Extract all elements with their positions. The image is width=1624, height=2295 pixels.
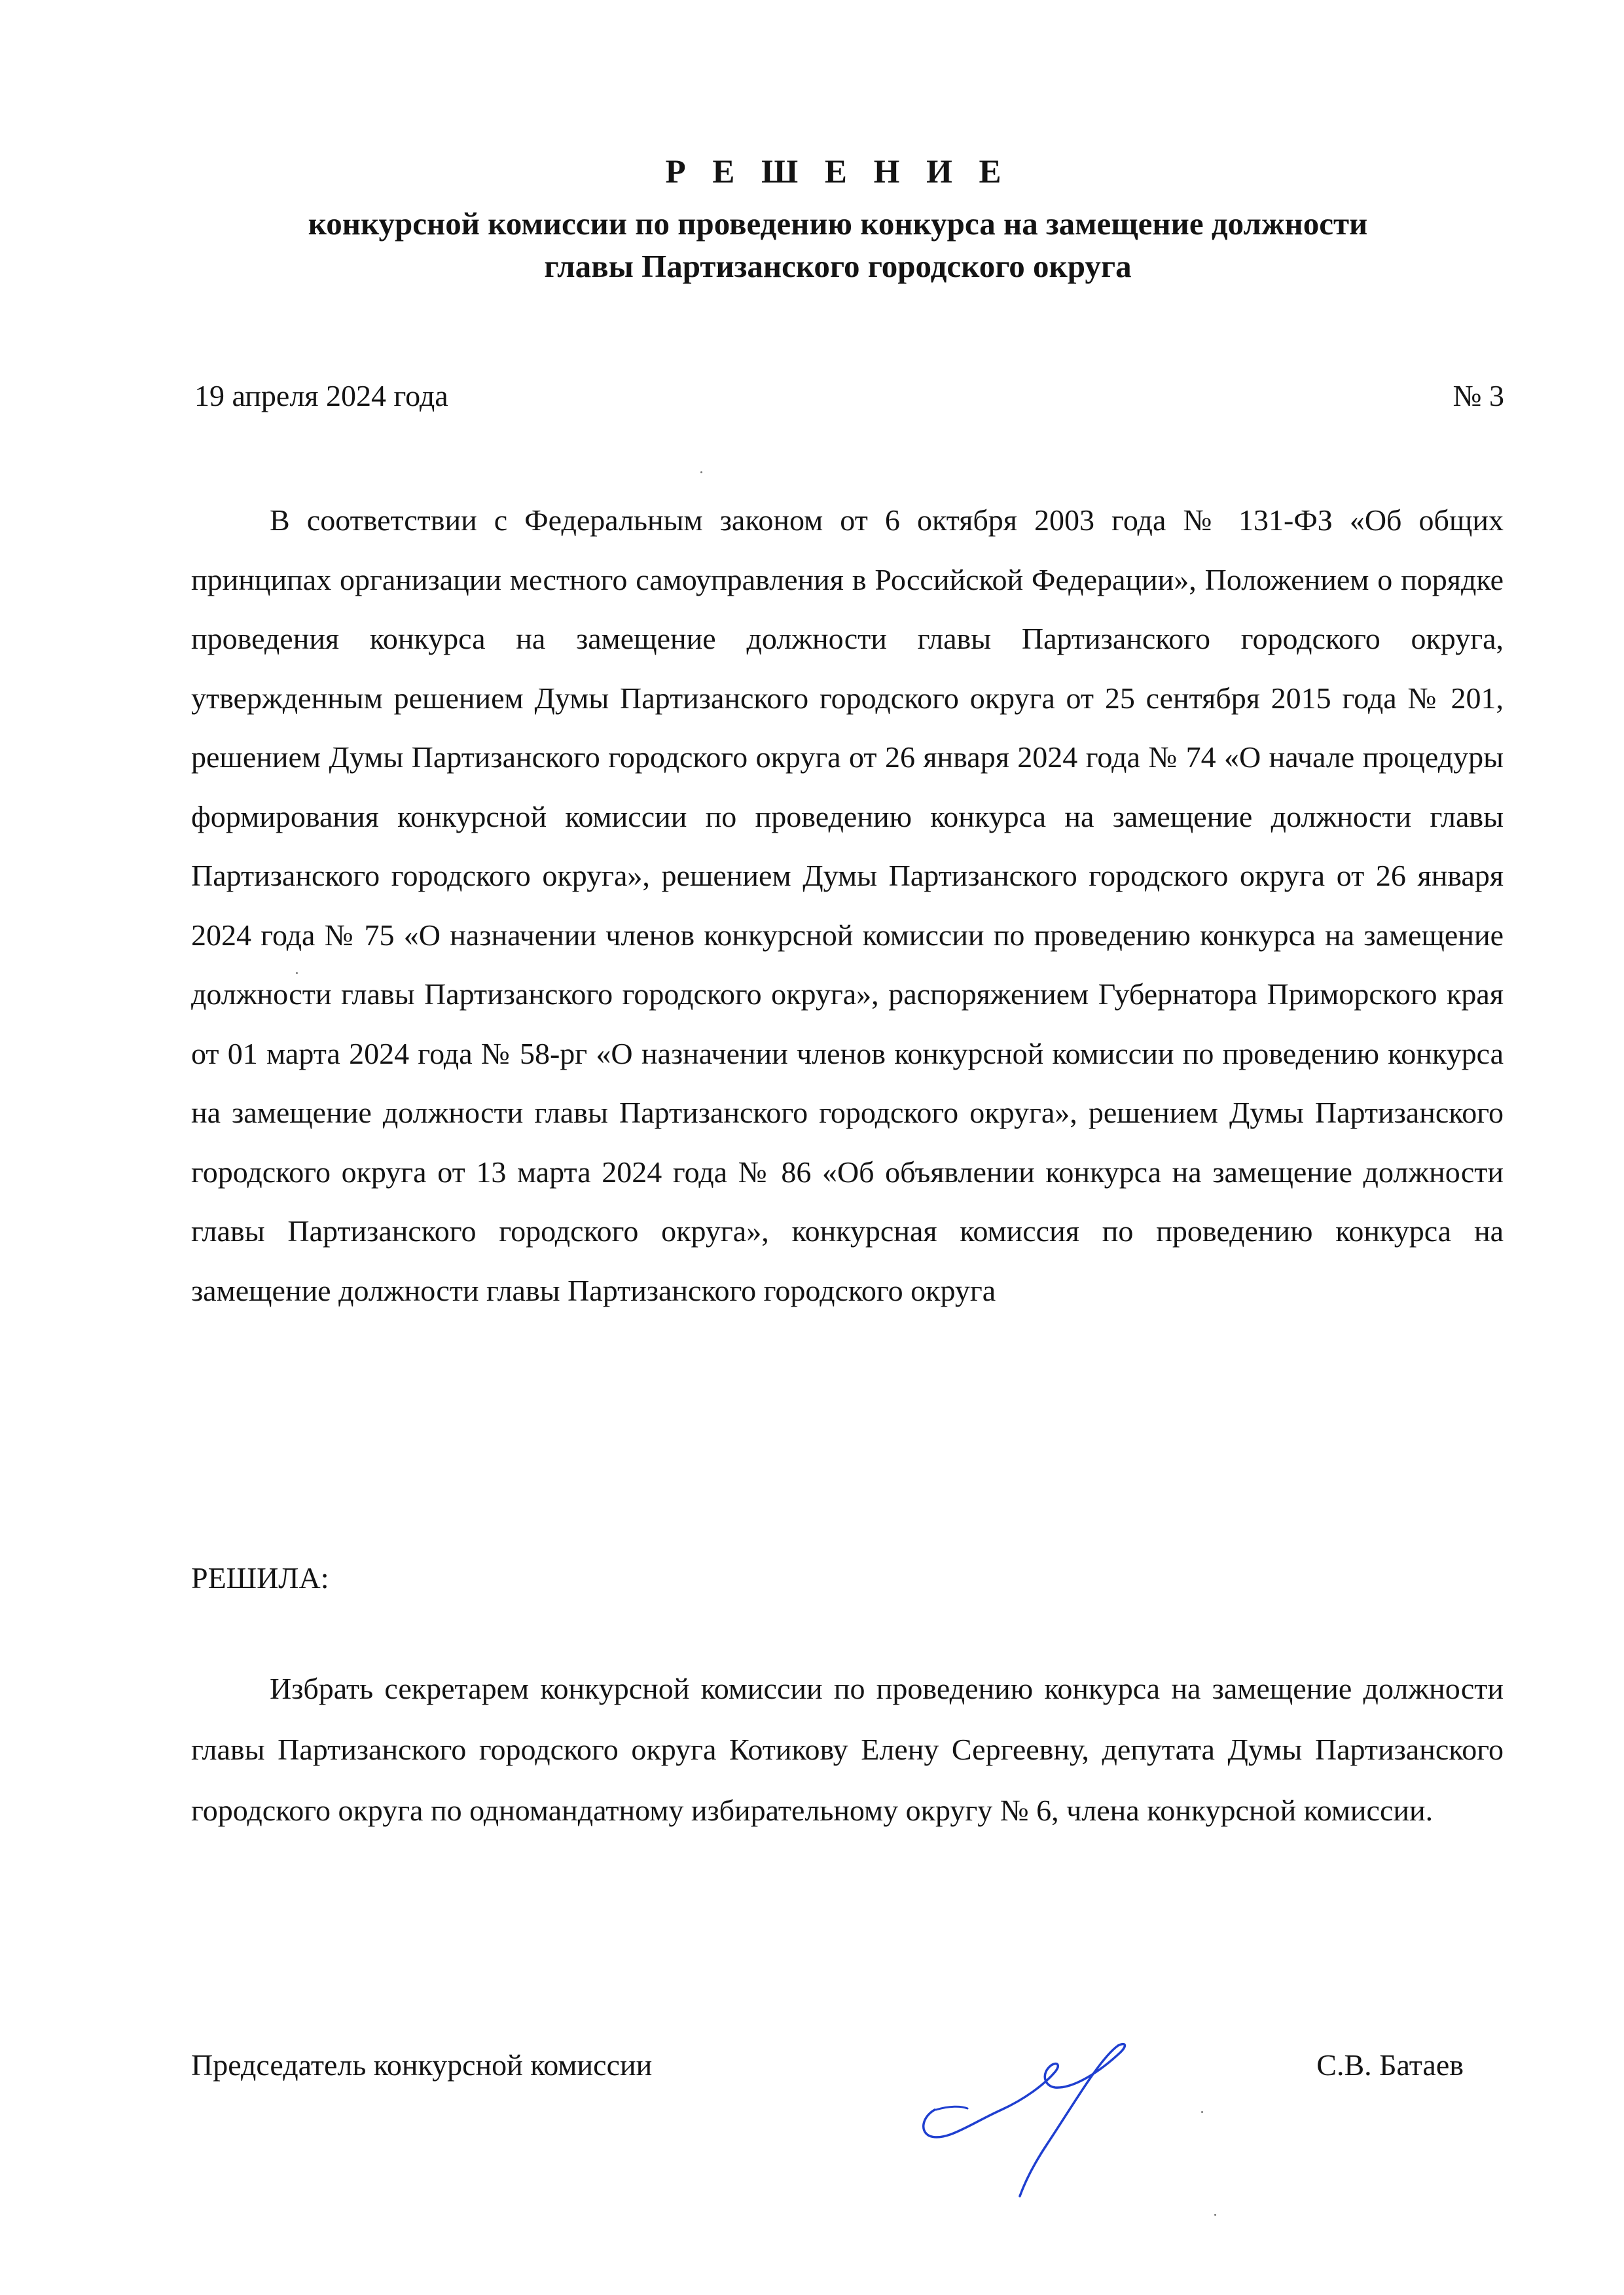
document-number: № 3 bbox=[1453, 379, 1504, 412]
preamble-paragraph: В соответствии с Федеральным законом от 6 октября 2003 года № 131-ФЗ «Об общих принципах организации местного самоуправления в Российской Федерации», Положением о порядке проведения конкурса на замещение должности главы Партизанского городского округа, утвержденным решением Думы Партизанского городского округа от 25 сентября 2015 года № 201, решением Думы Партизанского городского округа от 26 января 2024 года № 74 «О начале процедуры формирования конкурсной комиссии по проведению конкурса на замещение должности главы Партизанского городского округа», решением Думы Партизанского городского округа от 26 января 2024 года № 75 «О назначении членов конкурсной комиссии по проведению конкурса на замещение должности главы Партизанского городского округа», распоряжением Губернатора Приморского края от 01 марта 2024 года № 58-рг «О назначении членов конкурсной комиссии по проведению конкурса на замещение должности главы Партизанского городского округа», решением Думы Партизанского городского округа от 13 марта 2024 года № 86 «Об объявлении конкурса на замещение должности главы Партизанского городского округа», конкурсная комиссия по проведению конкурса на замещение должности главы Партизанского городского округа bbox=[191, 503, 1504, 1307]
scan-speck bbox=[1214, 2214, 1216, 2216]
scan-speck bbox=[1201, 2111, 1203, 2113]
decision-paragraph: Избрать секретарем конкурсной комиссии по проведению конкурса на замещение должности главы Партизанского городского округа Котикову Елену Сергеевну, депутата Думы Партизанского городского округа по одномандатному избирательному округу № 6, члена конкурсной комиссии. bbox=[191, 1672, 1504, 1827]
document-title: Р Е Ш Е Н И Е bbox=[665, 154, 1011, 190]
scan-speck bbox=[296, 972, 298, 974]
signatory-title: Председатель конкурсной комиссии bbox=[191, 2048, 653, 2082]
handwritten-signature bbox=[910, 2033, 1146, 2203]
scan-speck bbox=[700, 471, 702, 473]
document-date: 19 апреля 2024 года bbox=[194, 379, 448, 412]
document-subtitle-line-1: конкурсной комиссии по проведению конкурса на замещение должности bbox=[308, 206, 1368, 242]
resolved-label: РЕШИЛА: bbox=[191, 1561, 329, 1595]
document-subtitle-line-2: главы Партизанского городского округа bbox=[544, 248, 1132, 284]
signatory-name: С.В. Батаев bbox=[1316, 2048, 1464, 2082]
